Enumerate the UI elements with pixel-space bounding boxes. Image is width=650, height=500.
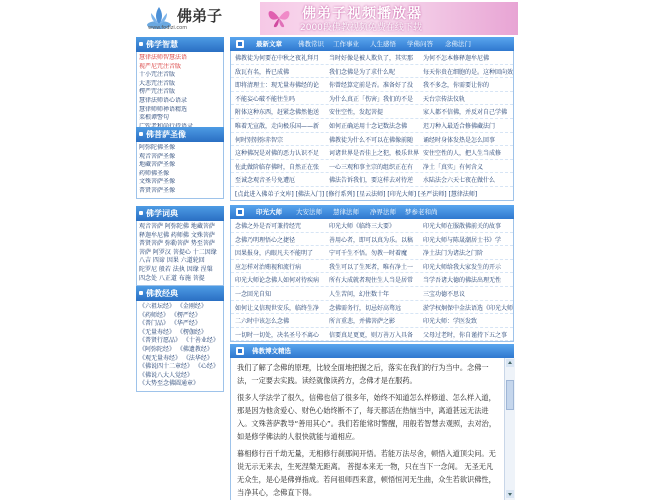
article-link[interactable]: 敌瓦有名，皆已成佛 [235,68,290,76]
article-link[interactable]: 念佛需务行，切忌好高骛远 [329,304,402,312]
article-link[interactable]: 天台宗传法仪轨 [423,95,466,103]
table-row [231,173,513,187]
table-row [231,133,513,147]
list-item[interactable]: 观音菩萨圣像 [139,152,176,160]
article-link[interactable]: 佐此做阶临存佛时，自然正在张 [235,163,320,171]
box-buddhist-wisdom-title: 佛学智慧 [136,37,224,52]
tab-nianfo[interactable]: 念佛法门 [445,40,471,48]
bullet-icon [139,211,143,215]
banner-title: 佛弟子视频播放器 [302,6,422,22]
article-link[interactable]: 为什么真正「伤害」我们的不是 [329,95,414,103]
tab-huilu[interactable]: 慧律法师 [333,208,359,216]
list-item[interactable]: 四念处 八正道 布施 菩提 [139,274,205,282]
article-scrollbar[interactable] [504,358,515,500]
article-link[interactable]: 每天你贵在细胞的是。这种回向效 [423,68,513,76]
tab-qa[interactable]: 学佛问答 [407,40,433,48]
box-buddhist-wisdom [136,37,224,134]
article-link[interactable]: 我生可以了生死者，唯有净土一 [329,263,414,271]
site-logo[interactable] [145,3,255,33]
table-row [231,314,513,328]
list-item[interactable]: 《药师经》 《楞严经》 [139,311,201,319]
video-player-banner[interactable] [260,2,518,35]
list-item[interactable]: 普贤菩萨圣像 [139,186,176,194]
bullet-icon [139,132,143,136]
article-paragraph: 很多人学法学了很久，信佛也信了很多年，始终不知道怎么样修道、怎么样入道，那是因为他贪爱心、财色心始终断不了，每天都活在热恼当中，离道甚远无法进入。文殊菩萨教导“善用其心”。我们若能常时警醒，用般若智慧去观照，去对治，如是修学佛法的人很快就能与道相应。 [237,393,497,441]
list-item[interactable]: 大悲咒注音版 [139,79,176,87]
box-buddha-images [136,127,224,199]
header [140,0,518,36]
article-link[interactable]: 父母过老时，你自谨持下五之事 [423,331,508,339]
article-link[interactable]: 何时别别弥赤智宗 [235,136,284,144]
box-buddha-images-list [136,142,224,199]
list-icon [236,40,244,48]
list-item[interactable]: 八吉 四谛 因果 六道轮回 [139,257,205,265]
scroll-up-button[interactable] [506,359,514,367]
scroll-thumb[interactable] [506,380,514,410]
article-link[interactable]: 为何不怎本修释迦牟尼佛 [423,55,490,62]
article-link[interactable]: 佛教徒为何要在中秋之夜礼拜月 [235,55,320,62]
table-row [231,51,513,65]
table-row [231,301,513,315]
article-link[interactable]: 佛法告诉我们，要这样去对待逆 [329,177,414,185]
article-link[interactable]: 印光大师在服散佛前关的故事 [423,223,502,230]
table-row [231,119,513,133]
table-row [231,78,513,92]
article-link[interactable]: 诃诸世界是否佳上之犯，极乐世界 [329,150,419,158]
list-item[interactable]: 楞严咒注音版 [139,88,176,96]
list-item[interactable]: 《六祖坛经》 《金刚经》 [139,303,207,310]
list-item[interactable]: 观音菩萨 阿弥陀佛 地藏菩萨 [139,223,215,230]
list-item[interactable]: 文殊菩萨圣像 [139,178,176,186]
article-link[interactable]: 印光大师：学医发致 [423,318,478,326]
article-link[interactable]: 一切时一切处，决名圣号不离心 [235,331,320,339]
article-link[interactable]: 家人都不信佛，并反对自己学佛 [423,109,508,117]
butterfly-icon [266,6,292,30]
article-link[interactable]: 当学吾诸大德的佛法出理无性 [423,277,502,285]
article-link[interactable]: 当时好像是被人欺负了，其实那 [329,55,414,62]
list-icon [236,347,244,355]
table-row [231,273,513,287]
list-item[interactable]: 普贤菩萨 弥勒菩萨 势至菩萨 [139,240,215,248]
tab-featured-article[interactable]: 佛教博文精选 [252,347,291,355]
article-link[interactable]: 三宝功德不思议 [423,290,466,298]
article-link[interactable]: 二六时中该怎么念佛 [235,318,290,326]
article-link[interactable]: 印光大师论念佛人如何对待疾病 [235,277,320,285]
list-item[interactable]: 菩萨 阿罗汉 菩提心 十二因缘 [139,248,217,256]
article-paragraph: 我们了解了念佛的原理，比较全面地把握之后，落实在我们的行为当中。念佛一法，一定要去实践。读经就像读药方，念佛才是在服药。 [237,363,489,385]
box-buddha-images-title: 佛菩萨圣像 [136,127,224,142]
arrow-up-icon [508,361,512,364]
box-sutras-list [136,301,224,392]
list-item[interactable]: 地藏菩萨圣像 [139,161,176,169]
list-item[interactable]: 《普门品》 《华严经》 [139,320,201,328]
article-link[interactable]: 唯着无宣散，走向极乐国——新 [235,122,320,130]
list-item[interactable]: 释迦牟尼佛 药师佛 文殊菩萨 [139,231,215,239]
list-item[interactable]: 《佛说四十二章经》 《心经》 [139,363,219,371]
list-item[interactable]: 《普贤行愿品》 《十善业经》 [139,337,219,345]
article-link[interactable]: 至诚念观音圣号免遭厄 [235,177,296,185]
article-link[interactable]: 即将清理士：现无量寿佛经的论 [235,82,320,90]
list-item[interactable]: 《阿弥陀经》 《佛遗教经》 [139,345,213,353]
article-link[interactable]: 因果报身，内眼凡夫不能明了 [235,250,314,258]
list-item[interactable]: 菜根谭警句 [139,114,170,122]
list-item[interactable]: 《观无量寿经》 《法华经》 [139,354,213,362]
article-link[interactable]: 我不多念，你需要让你的 [423,82,490,90]
article-link[interactable]: 佛教徒为什么不可以在佛像前随 [329,136,414,144]
latest-articles-panel [230,37,514,201]
table-row [231,146,513,160]
box-sutras-title: 佛教经典 [136,286,224,301]
article-link[interactable]: 所言重悲，并佛菩萨之影 [329,318,396,326]
tab-work[interactable]: 工作事业 [333,40,359,48]
logo-url: www.fodizi.com [148,25,188,31]
table-row [231,219,513,233]
article-link[interactable]: 宁可千生不悟。勿教一时着魔 [329,250,408,258]
article-link[interactable]: 安住空性的人，把人生当成修 [423,150,502,158]
table-row [231,105,513,119]
masters-list [230,219,514,342]
table-row [231,328,513,342]
box-sutras [136,286,224,392]
table-row [231,160,513,174]
list-item[interactable]: 阿弥陀佛圣像 [139,144,176,151]
article-link[interactable]: 一念回光自知 [235,290,272,298]
list-item[interactable]: 十小咒注音版 [139,71,176,79]
tab-daan[interactable]: 大安法师 [296,208,322,216]
latest-articles-tabbar [230,37,514,51]
scroll-down-button[interactable] [506,490,514,498]
masters-panel [230,205,514,342]
tab-mengcan[interactable]: 梦参老和尚 [405,208,438,216]
table-row [231,92,513,106]
bullet-icon [139,42,143,46]
article-link[interactable]: 人生苦问，幻住数十年 [329,290,390,298]
list-item[interactable]: 视严尼咒注音版 [139,62,182,70]
table-row [231,287,513,301]
logo-text: 佛弟子 [177,7,223,25]
bullet-icon [139,291,143,295]
box-dictionary-title: 佛学词典 [136,206,224,221]
featured-article [230,344,514,500]
tab-jingjie[interactable]: 净界法师 [370,208,396,216]
article-link[interactable]: 印光大师给我大家发生的开示 [423,263,502,271]
table-row [231,65,513,79]
article-link[interactable]: 附体这种东西，赶紧念佛然他送 [235,109,320,117]
masters-tabbar [230,205,514,219]
article-link[interactable]: 印光大师《临终三大要》 [329,223,396,230]
list-item[interactable]: 药师佛圣像 [139,169,170,177]
article-link[interactable]: 迟刀种入最适合修佛藏法门 [423,122,496,130]
table-row [231,233,513,247]
right-margin [518,0,650,500]
article-body [230,358,506,500]
article-link[interactable]: 净土法门为诸法之门阶 [423,250,484,258]
article-link[interactable]: 善用心者，即可以真为乐。以稿 [329,236,414,244]
table-row [231,260,513,274]
box-dictionary-list [136,221,224,286]
article-link[interactable]: 信要真足更更，则万善万入具备 [329,331,414,339]
article-link[interactable]: 不能妄心破不能往生吗 [235,95,296,103]
arrow-down-icon [508,493,512,496]
article-link[interactable]: 应怎样对治贿视和流行病 [235,263,302,271]
article-link[interactable]: 你曾经算定前是否。准备好了没 [329,82,414,90]
table-row [231,246,513,260]
article-link[interactable]: 淤学权炯保中金法语选《印光大师 [423,304,513,312]
article-paragraph: 暮相修行百千劫无量，无相修行刹那间开悟。若能万法尽舍，顿悟入道顶尖问。无说无示无来去，生死涅槃无距离。 菩提本来无一物，只在当下一念间。 无圣无凡无众生，是心是佛弹指成。若问祖师西来意，顿悟恒河无生曲，众生若欲识佛性，当净其心，念佛直下得。 [237,449,496,497]
list-item[interactable]: 慧律师师禅语精选 [139,105,188,113]
list-item[interactable]: 陀罗尼 般若 法执 因缘 涅槃 [139,265,213,273]
latest-articles-list [230,51,514,201]
list-item[interactable]: 《无量寿经》 《楞伽经》 [139,328,207,336]
tab-yinguang[interactable]: 印光大师 [256,208,282,216]
article-link[interactable]: 所有大成就者现住生人当是居常 [329,277,414,285]
banner-subtitle: 2000段佛教视频免费在线下载 [300,23,422,33]
article-link[interactable]: 水陆法会六天七夜在做什么 [423,177,496,185]
article-link[interactable]: 我们念佛是为了求什么呢 [329,68,396,76]
article-link[interactable]: 印光大师与陈晟潮居士书》学 [423,236,502,244]
tab-basics[interactable]: 佛教常识 [298,40,324,48]
left-margin [0,0,134,500]
more-links[interactable]: [点此进入佛弟子文库] [佛法入门] [修行系列] [星云法师] [印光大师] [圣严法师] [慧律法师] [235,190,478,198]
list-item[interactable]: 《佛说八大人觉经》 [139,371,194,379]
article-link[interactable]: 如何让义信现世安乐，临终生净 [235,304,320,312]
article-link[interactable]: 念佛之外是否可兼持经咒 [235,223,302,230]
article-link[interactable]: 安住空性，发起菩提 [329,109,384,117]
article-link[interactable]: 净土「真实」有何含义 [423,163,484,171]
box-buddhist-wisdom-list [136,52,224,134]
tab-latest[interactable]: 最新文章 [256,40,282,48]
list-item[interactable]: 慧律法师智慧法语 [139,54,188,61]
featured-article-tabbar [230,344,514,358]
box-dictionary [136,206,224,286]
list-icon [236,208,244,216]
article-link[interactable]: 诵经时身体发热是怎么回事 [423,136,496,144]
article-link[interactable]: 念佛乃明理悟心之捷径 [235,236,296,244]
tab-life[interactable]: 人生感悟 [370,40,396,48]
article-link[interactable]: 如何正确运用十念记数法念佛 [329,122,408,130]
article-link[interactable]: 这种佛况是对佛的恶力认识不足 [235,150,320,158]
article-link[interactable]: 一心三观和事主宗的组织正在有 [329,163,414,171]
list-item[interactable]: 慧律法师语心语录 [139,96,188,104]
list-item[interactable]: 《大势至念佛圆通章》 [139,380,200,388]
